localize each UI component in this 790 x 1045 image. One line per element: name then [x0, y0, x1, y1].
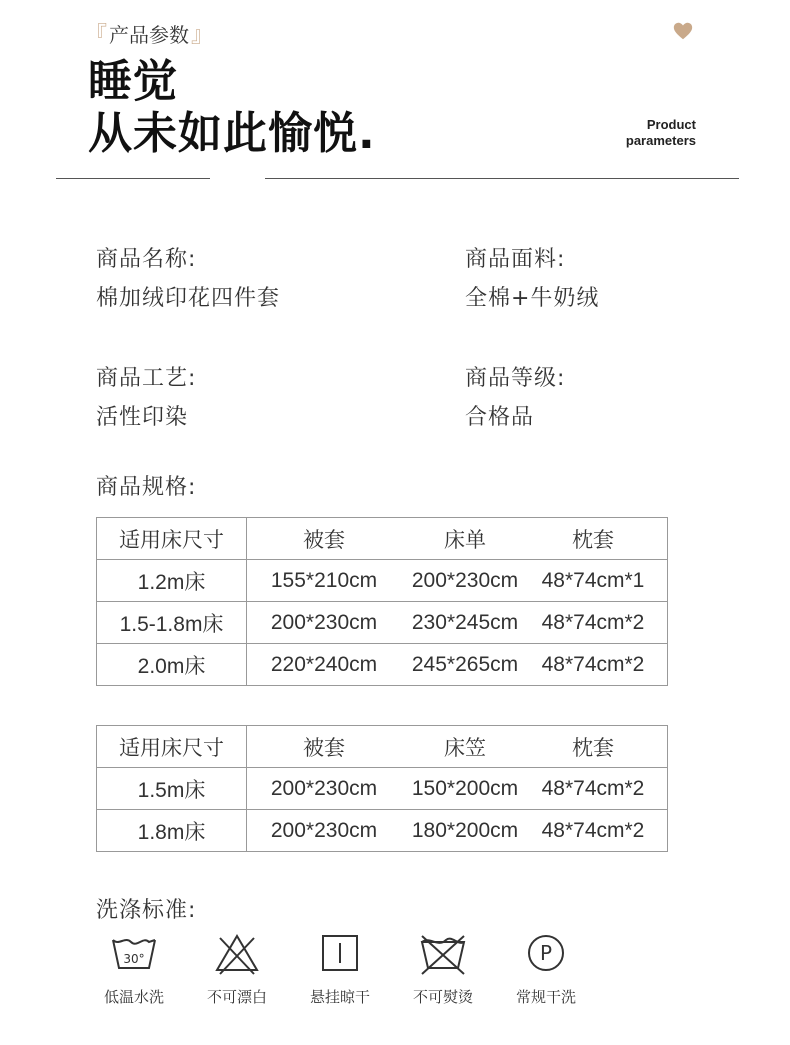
english-subtitle — [626, 117, 696, 149]
table-row — [97, 810, 668, 852]
section-tag — [85, 18, 213, 49]
wash-label: 洗涤标准: — [96, 898, 197, 923]
section-tag-text: 产品参数 — [109, 23, 190, 47]
table-cell: 48*74cm*2 — [541, 818, 645, 842]
table-row — [97, 602, 668, 644]
craft-label: 商品工艺: — [96, 366, 197, 391]
table-cell: 230*245cm — [411, 610, 519, 634]
wash-30-icon — [109, 932, 159, 976]
table-cell: 1.5m床 — [97, 768, 247, 810]
header-cell: 被套 — [303, 736, 345, 760]
care-item — [398, 932, 488, 1007]
table-cell: 180*200cm — [411, 818, 519, 842]
page-title-line1: 睡觉 — [88, 56, 178, 107]
header-cell: 枕套 — [572, 736, 614, 760]
fabric-value: 全棉+牛奶绒 — [465, 286, 600, 311]
english-subtitle-line2: parameters — [625, 133, 696, 148]
table-cell: 1.5-1.8m床 — [97, 602, 247, 644]
divider-left — [56, 178, 210, 179]
table-row — [97, 768, 668, 810]
table-header-row — [97, 726, 668, 768]
wash-30-text: 30° — [123, 952, 145, 966]
care-label: 低温水洗 — [103, 988, 164, 1006]
table-cell: 200*230cm — [270, 818, 378, 842]
care-label: 不可漂白 — [206, 988, 267, 1006]
header-cell: 床单 — [444, 528, 486, 552]
table-cell: 150*200cm — [411, 776, 519, 800]
care-symbols — [89, 932, 591, 1007]
table-cell: 1.8m床 — [97, 810, 247, 852]
spec-table-2 — [96, 725, 668, 852]
header-cell: 适用床尺寸 — [97, 726, 247, 768]
table-row — [97, 560, 668, 602]
dry-clean-p-text: P — [539, 941, 553, 965]
care-label: 悬挂晾干 — [309, 988, 370, 1006]
care-label: 不可熨烫 — [412, 988, 473, 1006]
spec-table-1 — [96, 517, 668, 686]
care-item — [501, 932, 591, 1007]
header-cell: 适用床尺寸 — [97, 518, 247, 560]
care-item — [192, 932, 282, 1007]
table-cell: 2.0m床 — [97, 644, 247, 686]
english-subtitle-line1: Product — [646, 117, 696, 132]
dry-clean-p-icon — [521, 932, 571, 976]
header-cell: 被套 — [303, 528, 345, 552]
grade-label: 商品等级: — [465, 366, 566, 391]
header-cell: 床笠 — [444, 736, 486, 760]
table-cell: 48*74cm*2 — [541, 652, 645, 676]
divider-right — [265, 178, 739, 179]
care-item — [295, 932, 385, 1007]
table-cell: 48*74cm*2 — [541, 776, 645, 800]
table-cell: 200*230cm — [270, 610, 378, 634]
header-cell: 枕套 — [572, 528, 614, 552]
table-cell: 48*74cm*1 — [541, 568, 645, 592]
table-cell: 245*265cm — [411, 652, 519, 676]
care-label: 常规干洗 — [515, 988, 576, 1006]
care-item — [89, 932, 179, 1007]
no-iron-icon — [418, 932, 468, 976]
spec-label: 商品规格: — [96, 475, 197, 500]
page-title-line2: 从未如此愉悦. — [88, 108, 376, 159]
fabric-label: 商品面料: — [465, 247, 566, 272]
heart-icon — [672, 20, 694, 42]
table-header-row — [97, 518, 668, 560]
table-row — [97, 644, 668, 686]
table-cell: 220*240cm — [270, 652, 378, 676]
table-cell: 48*74cm*2 — [541, 610, 645, 634]
hang-dry-icon — [315, 932, 365, 976]
table-cell: 1.2m床 — [97, 560, 247, 602]
table-cell: 200*230cm — [270, 776, 378, 800]
name-value: 棉加绒印花四件套 — [96, 286, 281, 311]
bracket-open: 『 — [85, 23, 108, 48]
bracket-close: 』 — [191, 23, 214, 48]
no-bleach-icon — [212, 932, 262, 976]
table-cell: 155*210cm — [270, 568, 378, 592]
craft-value: 活性印染 — [96, 405, 189, 430]
grade-value: 合格品 — [465, 405, 535, 430]
name-label: 商品名称: — [96, 247, 197, 272]
table-cell: 200*230cm — [411, 568, 519, 592]
